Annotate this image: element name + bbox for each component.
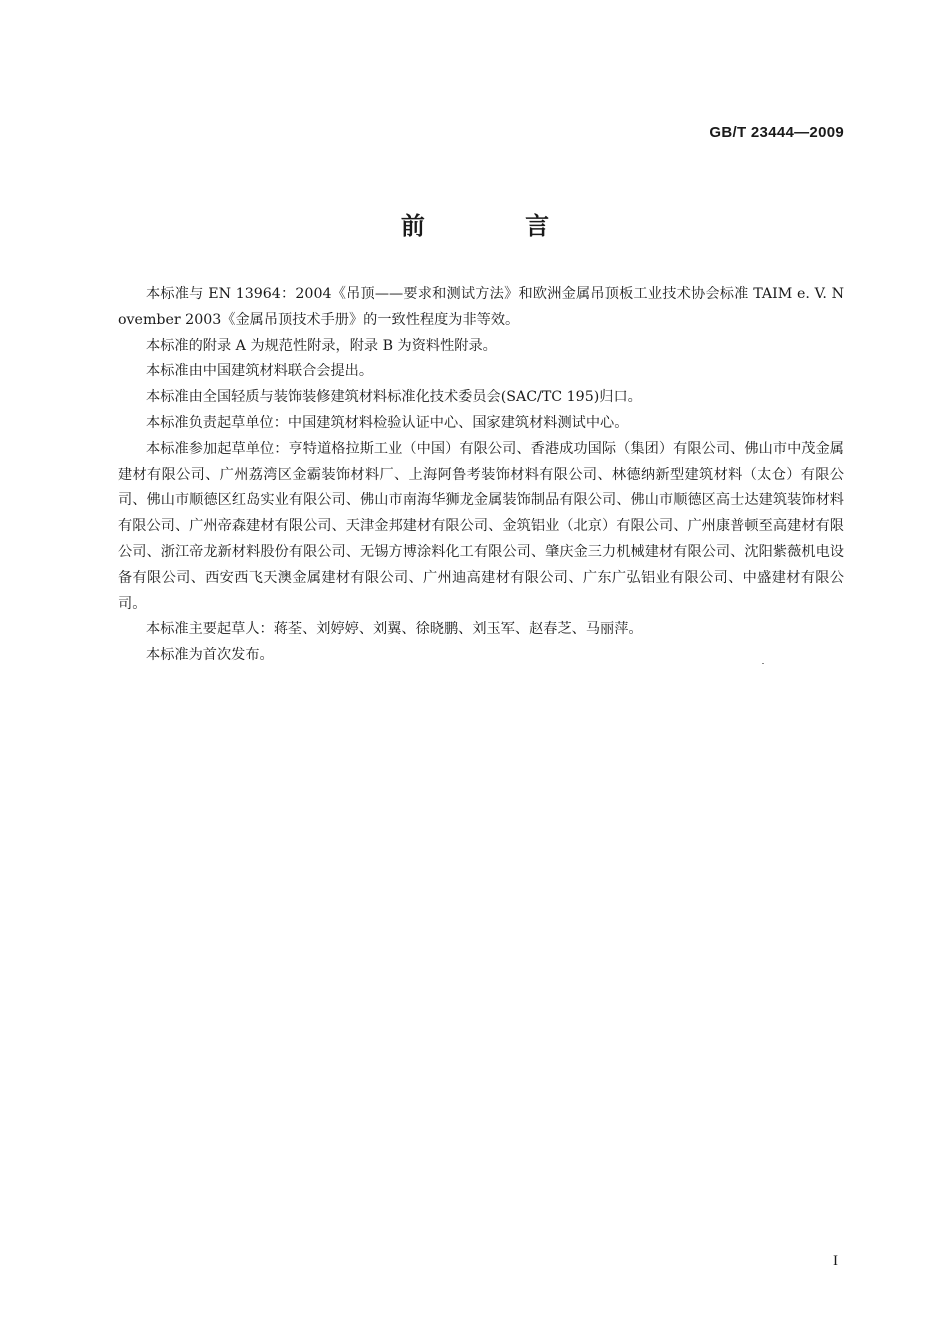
page-number: I — [833, 1253, 838, 1269]
paragraph-committee: 本标准由全国轻质与装饰装修建筑材料标准化技术委员会(SAC/TC 195)归口。 — [146, 389, 642, 406]
page-title: 前 言 — [400, 212, 596, 240]
paragraph-main-authors: 本标准主要起草人：蒋荃、刘婷婷、刘翼、徐晓鹏、刘玉军、赵春芝、马丽萍。 — [146, 621, 643, 638]
paragraph-proposer: 本标准由中国建筑材料联合会提出。 — [146, 363, 374, 380]
foreword-body — [118, 282, 844, 669]
paragraph-participating-drafters: 本标准参加起草单位：亨特道格拉斯工业（中国）有限公司、香港成功国际（集团）有限公司、佛山市中茂金属建材有限公司、广州荔湾区金霸装饰材料厂、上海阿鲁考装饰材料有限公司、林德纳新型建筑材料（太仓）有限公司、佛山市顺德区红岛实业有限公司、佛山市南海华狮龙金属装饰制品有限公司、佛山市顺德区高士达建筑装饰材料有限公司、广州帝森建材有限公司、天津金邦建材有限公司、金筑铝业（北京）有限公司、广州康普顿至高建材有限公司、浙江帝龙新材料股份有限公司、无锡方博涂料化工有限公司、肇庆金三力机械建材有限公司、沈阳紫薇机电设备有限公司、西安西飞天澳金属建材有限公司、广州迪高建材有限公司、广东广弘铝业有限公司、中盛建材有限公司。 — [118, 440, 844, 612]
paragraph-annexes: 本标准的附录 A 为规范性附录，附录 B 为资料性附录。 — [146, 337, 497, 354]
paragraph-first-release: 本标准为首次发布。 — [146, 647, 274, 664]
paragraph-lead-drafters: 本标准负责起草单位：中国建筑材料检验认证中心、国家建筑材料测试中心。 — [146, 414, 629, 431]
document-code: GB/T 23444—2009 — [709, 124, 844, 141]
scan-speck — [762, 663, 764, 664]
paragraph-equivalence: 本标准与 EN 13964：2004《吊顶——要求和测试方法》和欧洲金属吊顶板工业技术协会标准 TAIM e. V. November 2003《金属吊顶技术手册》的一致性程度为非等效。 — [118, 286, 844, 328]
